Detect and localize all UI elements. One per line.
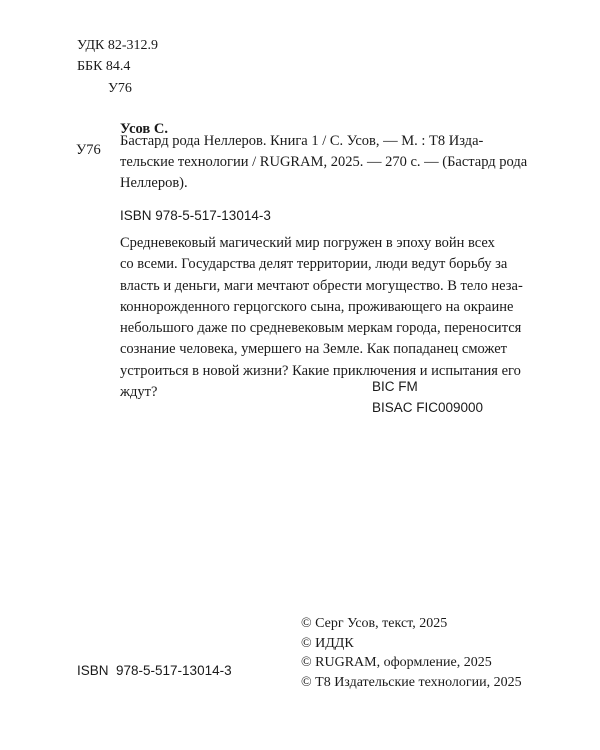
annotation-line: небольшого даже по средневековым меркам города, переносится xyxy=(120,320,522,337)
copyright-line: © Серг Усов, текст, 2025 xyxy=(301,616,448,631)
isbn-footer: ISBN 978-5-517-13014-3 xyxy=(77,663,232,678)
udk-code: УДК 82-312.9 xyxy=(77,38,159,53)
bisac-code: BISAC FIC009000 xyxy=(372,400,484,415)
bibliographic-line: Бастард рода Неллеров. Книга 1 / С. Усов, — М. : Т8 Изда- xyxy=(120,133,484,149)
author-name: Усов С. xyxy=(120,121,168,137)
annotation-line: власть и деньги, маги мечтают обрести могущество. В тело неза- xyxy=(120,277,523,294)
annotation-line: коннорожденного герцогского сына, проживающего на окраине xyxy=(120,298,514,315)
margin-author-mark: У76 xyxy=(76,142,101,158)
annotation-line: ждут? xyxy=(120,384,158,401)
bic-code: BIC FM xyxy=(372,379,418,394)
annotation-line: сознание человека, умершего на Земле. Как попаданец сможет xyxy=(120,341,507,358)
author-mark: У76 xyxy=(108,81,132,96)
bibliographic-line: Неллеров). xyxy=(120,175,188,192)
annotation-line: устроиться в новой жизни? Какие приключения и испытания его xyxy=(120,362,521,379)
copyright-line: © ИДДК xyxy=(301,635,354,651)
annotation-line: со всеми. Государства делят территории, люди ведут борьбу за xyxy=(120,256,508,273)
copyright-line: © Т8 Издательские технологии, 2025 xyxy=(301,674,522,690)
copyright-line: © RUGRAM, оформление, 2025 xyxy=(301,655,492,670)
copyright-block xyxy=(301,614,522,692)
isbn-main: ISBN 978-5-517-13014-3 xyxy=(120,208,271,223)
bbk-code: ББК 84.4 xyxy=(77,59,131,74)
bibliographic-description xyxy=(120,131,527,195)
bibliographic-line: тельские технологии / RUGRAM, 2025. — 270 с. — (Бастард рода xyxy=(120,154,528,171)
annotation xyxy=(120,233,523,403)
annotation-line: Средневековый магический мир погружен в эпоху войн всех xyxy=(120,235,495,251)
